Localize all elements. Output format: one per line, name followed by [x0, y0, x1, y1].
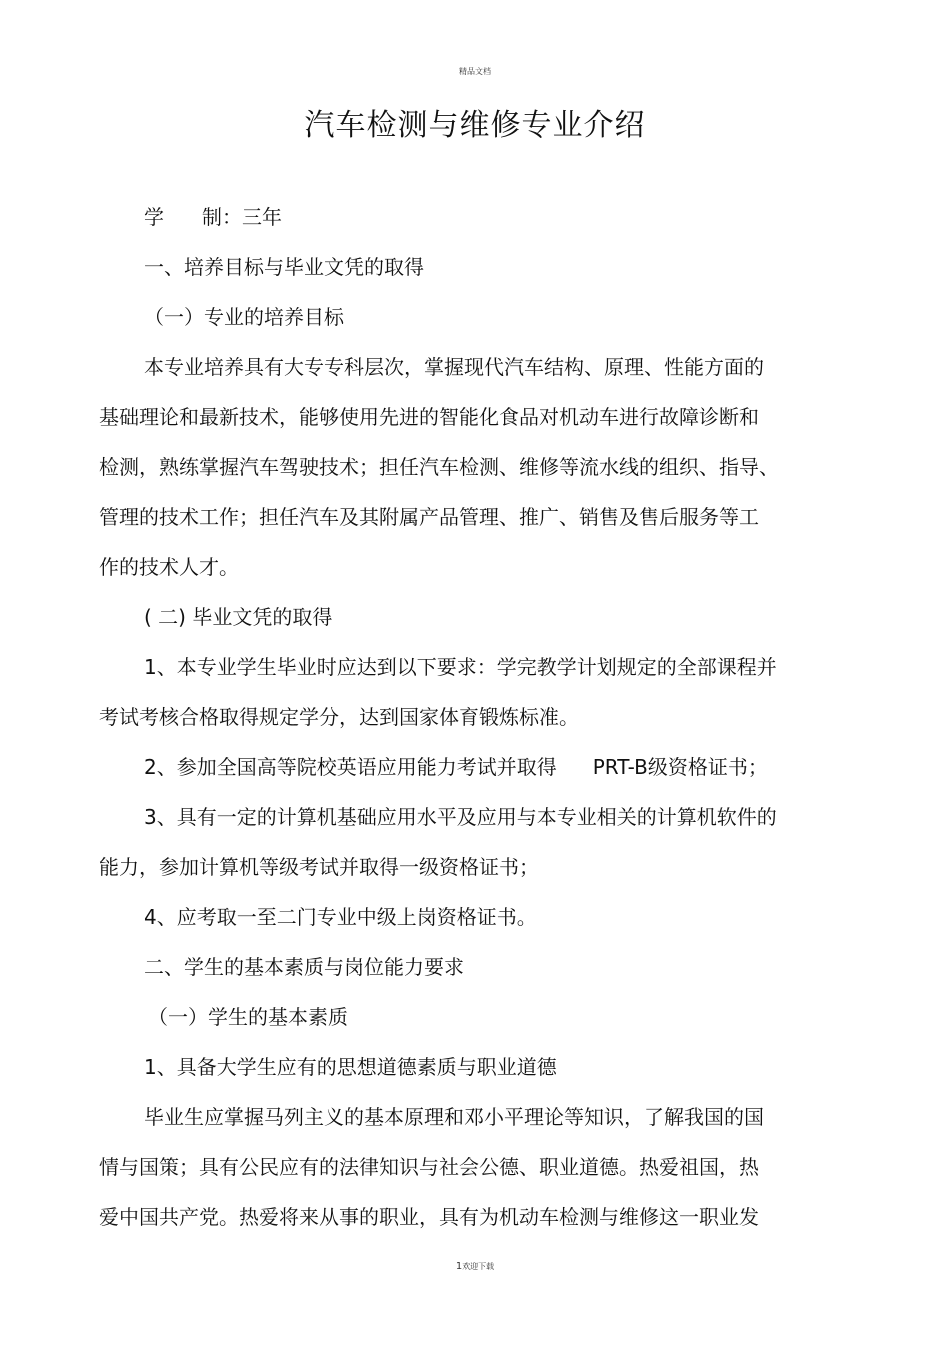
section1-sub1: （一）专业的培养目标 [144, 305, 344, 329]
paragraph-line: 基础理论和最新技术，能够使用先进的智能化食品对机动车进行故障诊断和 [99, 405, 759, 429]
requirement-line: 考试考核合格取得规定学分，达到国家体育锻炼标准。 [99, 705, 579, 729]
duration-label-b: 制： [202, 205, 242, 229]
requirement-line [99, 746, 819, 796]
section2-sub1: （一）学生的基本素质 [148, 1005, 348, 1029]
requirement-2b: PRT-B级资格证书； [592, 755, 768, 779]
header-watermark: 精品文档 [459, 67, 491, 76]
requirement-line: 3、具有一定的计算机基础应用水平及应用与本专业相关的计算机软件的 [144, 805, 777, 829]
footer-text: 欢迎下载 [462, 1262, 495, 1271]
paragraph-line: 情与国策；具有公民应有的法律知识与社会公德、职业道德。热爱祖国，热 [99, 1155, 759, 1179]
section2-heading: 二、学生的基本素质与岗位能力要求 [144, 955, 464, 979]
requirement-line: 能力，参加计算机等级考试并取得一级资格证书； [99, 855, 539, 879]
section1-heading: 一、培养目标与毕业文凭的取得 [144, 255, 424, 279]
paragraph-line: 爱中国共产党。热爱将来从事的职业，具有为机动车检测与维修这一职业发 [99, 1205, 759, 1229]
duration-value: 三年 [242, 205, 282, 229]
page-number: 1 [455, 1261, 463, 1272]
paragraph-line: 本专业培养具有大专专科层次，掌握现代汽车结构、原理、性能方面的 [144, 355, 764, 379]
requirement-line: 1、本专业学生毕业时应达到以下要求：学完教学计划规定的全部课程并 [144, 655, 777, 679]
paragraph-line: 毕业生应掌握马列主义的基本原理和邓小平理论等知识，了解我国的国 [144, 1105, 764, 1129]
page-title: 汽车检测与维修专业介绍 [304, 108, 646, 143]
requirement-line: 4、应考取一至二门专业中级上岗资格证书。 [144, 905, 537, 929]
document-body [99, 196, 819, 1246]
duration-label-a: 学 [144, 205, 164, 229]
page-footer [0, 1261, 950, 1272]
paragraph-line: 管理的技术工作；担任汽车及其附属产品管理、推广、销售及售后服务等工 [99, 505, 759, 529]
section1-sub2: ( 二) 毕业文凭的取得 [144, 605, 333, 629]
section2-item1: 1、具备大学生应有的思想道德素质与职业道德 [144, 1055, 557, 1079]
duration-line [99, 196, 819, 246]
requirement-2a: 2、参加全国高等院校英语应用能力考试并取得 [144, 755, 557, 779]
paragraph-line: 作的技术人才。 [99, 555, 239, 579]
paragraph-line: 检测，熟练掌握汽车驾驶技术；担任汽车检测、维修等流水线的组织、指导、 [99, 455, 779, 479]
